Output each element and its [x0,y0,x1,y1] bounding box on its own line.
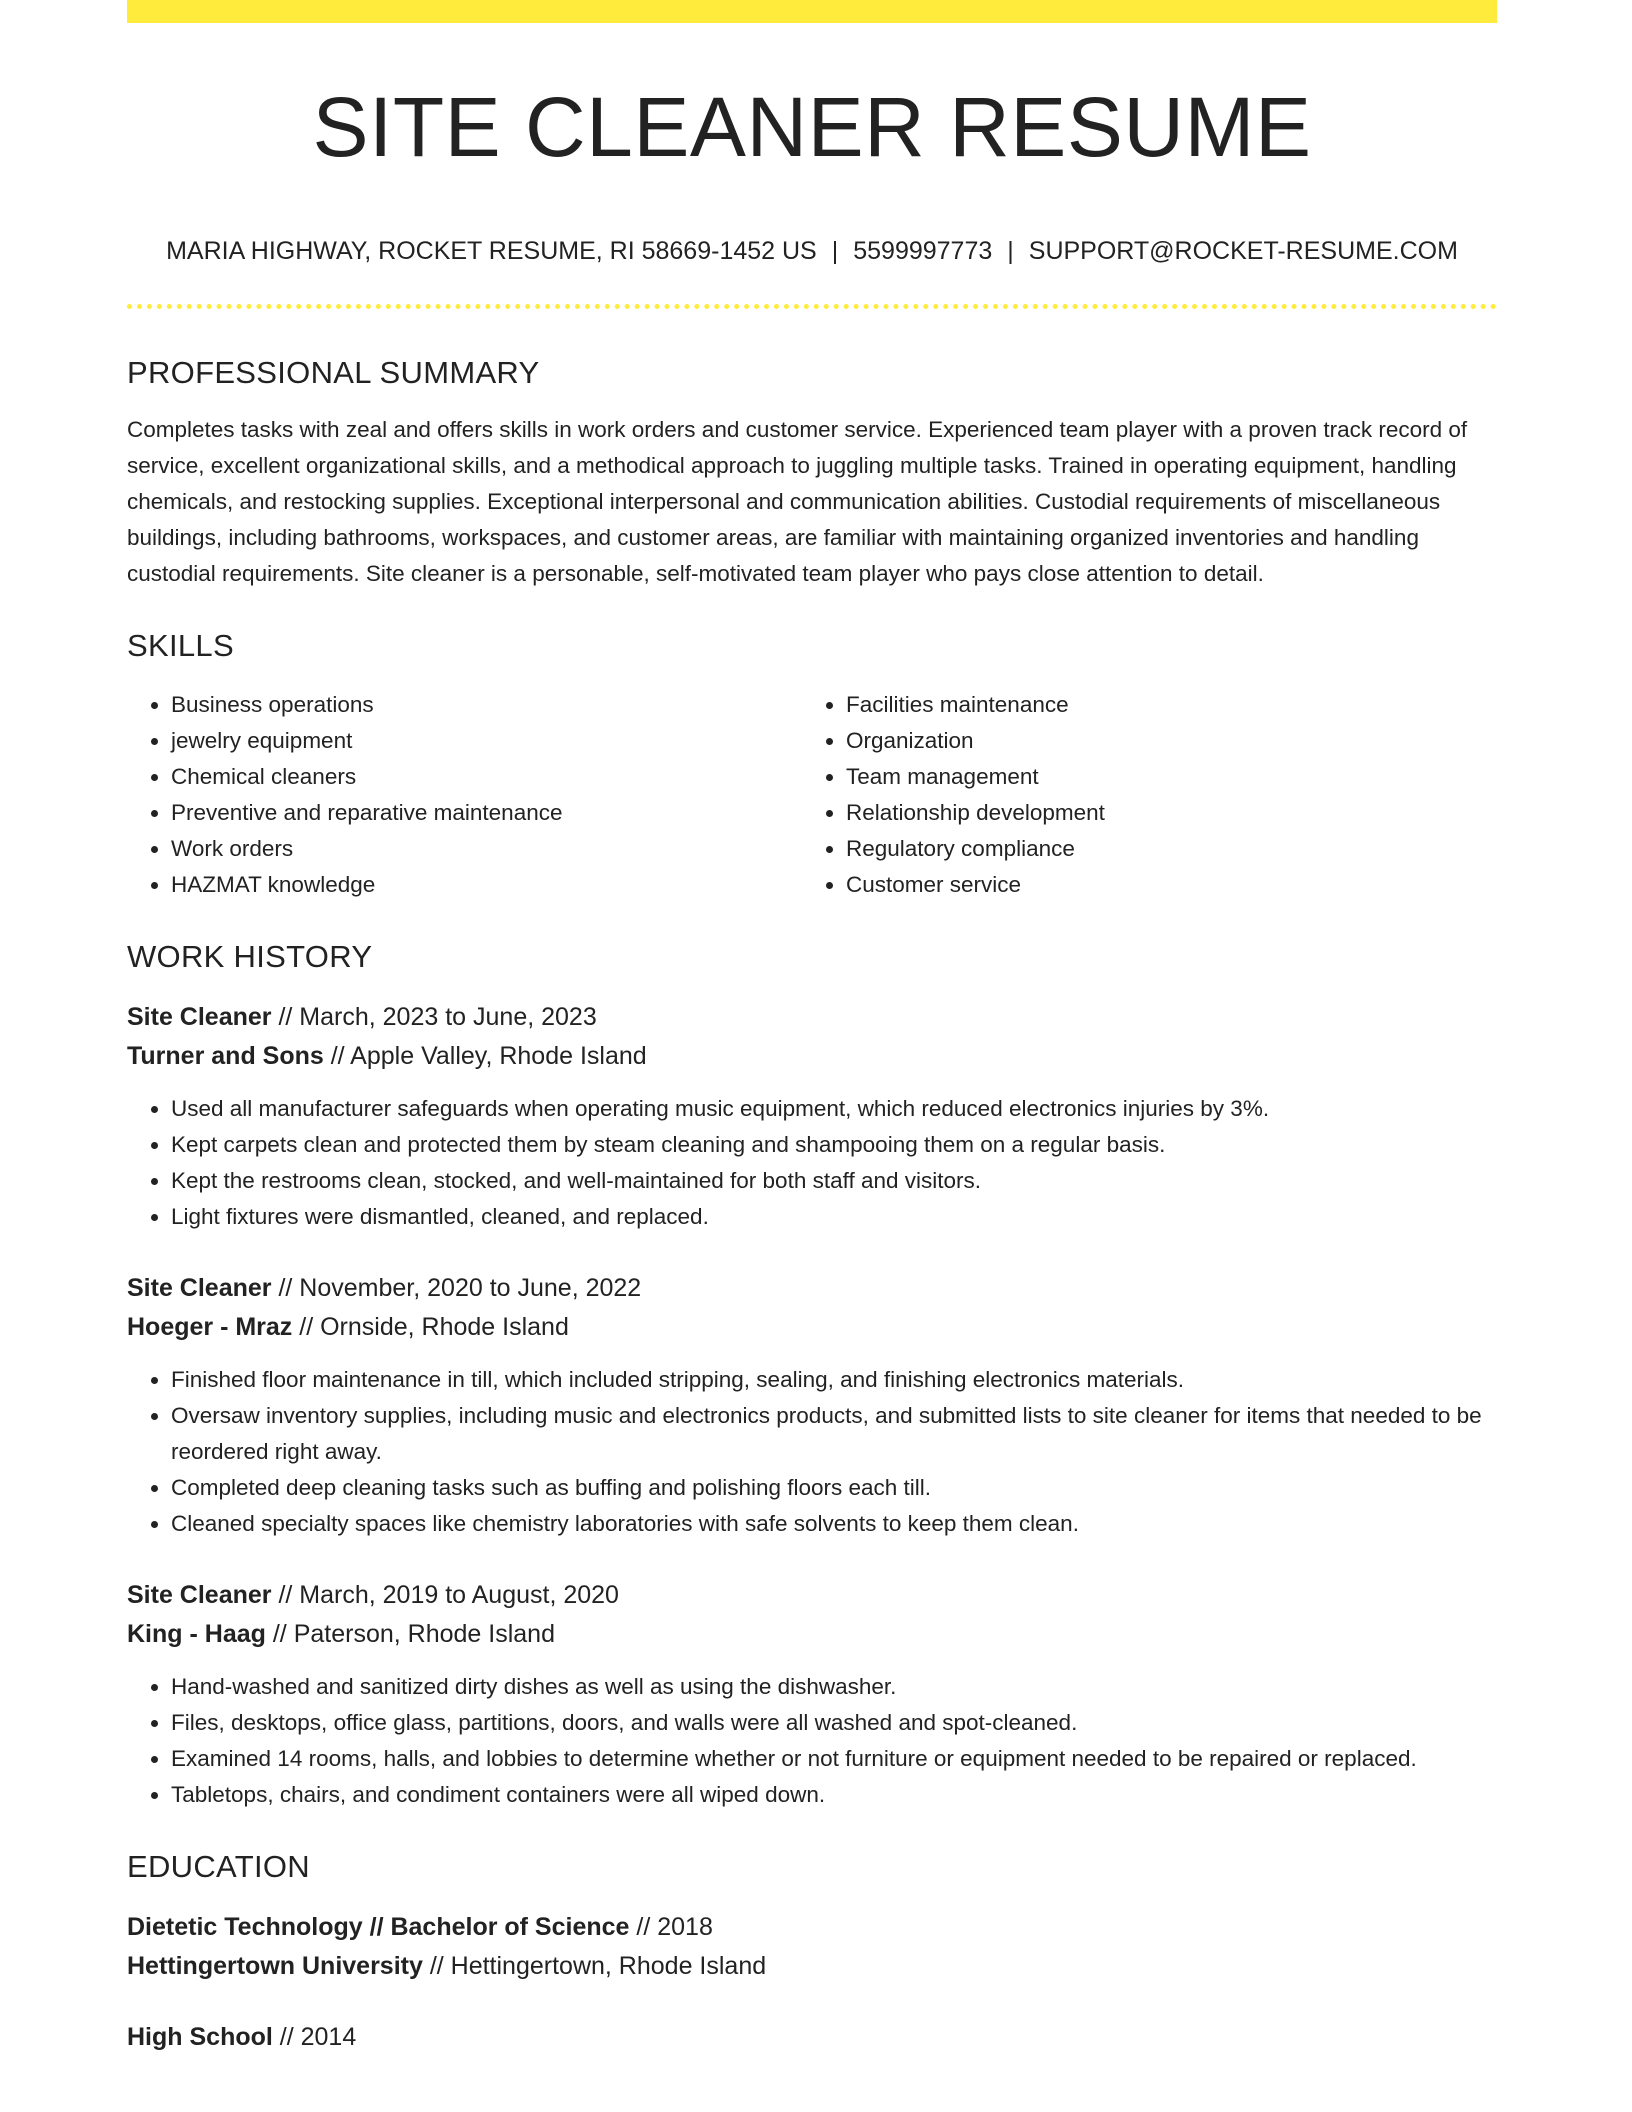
job-bullet: • Tabletops, chairs, and condiment containers were all wiped down. [171,1777,1497,1813]
job-bullets [127,1669,1497,1813]
job-dates: // November, 2020 to June, 2022 [271,1274,642,1302]
dotted-divider [127,304,1497,309]
skill-item: • Work orders [171,831,802,867]
job-header [127,1269,1497,1347]
job-bullet: • Finished floor maintenance in till, which included stripping, sealing, and finishing electronics materials. [171,1362,1497,1398]
education-heading: EDUCATION [127,1849,310,1884]
job-company: Turner and Sons [127,1042,324,1070]
skill-item: • Organization [846,723,1477,759]
skill-item: • jewelry equipment [171,723,802,759]
education-school: Hettingertown University [127,1952,423,1980]
job-title: Site Cleaner [127,1581,272,1609]
education-entry [127,2018,1497,2057]
job-header [127,1576,1497,1654]
job-bullet: • Kept the restrooms clean, stocked, and well-maintained for both staff and visitors. [171,1163,1497,1199]
job-bullet: • Kept carpets clean and protected them by steam cleaning and shampooing them on a regular basis. [171,1127,1497,1163]
education-location: // Hettingertown, Rhode Island [422,1952,767,1980]
job-bullet: • Used all manufacturer safeguards when operating music equipment, which reduced electronics injuries by 3%. [171,1091,1497,1127]
education-year: // 2018 [629,1913,713,1941]
job-bullets [127,1091,1497,1235]
job-company: King - Haag [127,1620,266,1648]
skill-item: • Team management [846,759,1477,795]
contact-phone: 5599997773 [853,237,993,265]
skill-item: • Chemical cleaners [171,759,802,795]
job-location: // Ornside, Rhode Island [292,1313,569,1341]
skill-item: • Customer service [846,867,1477,903]
skills-list [127,687,1497,903]
job-entry [127,1576,1497,1813]
job-company: Hoeger - Mraz [127,1313,293,1341]
job-bullet: • Hand-washed and sanitized dirty dishes as well as using the dishwasher. [171,1669,1497,1705]
job-location: // Apple Valley, Rhode Island [323,1042,647,1070]
job-header [127,998,1497,1076]
job-bullet: • Examined 14 rooms, halls, and lobbies to determine whether or not furniture or equipment needed to be repaired or replaced. [171,1741,1497,1777]
job-title: Site Cleaner [127,1274,272,1302]
job-dates: // March, 2019 to August, 2020 [271,1581,619,1609]
job-entry [127,998,1497,1235]
job-bullet: • Light fixtures were dismantled, cleaned, and replaced. [171,1199,1497,1235]
skill-item: • Preventive and reparative maintenance [171,795,802,831]
job-bullet: • Completed deep cleaning tasks such as buffing and polishing floors each till. [171,1470,1497,1506]
skills-column-right [802,687,1477,903]
resume-title: SITE CLEANER RESUME [312,80,1312,174]
skill-item: • HAZMAT knowledge [171,867,802,903]
contact-address: MARIA HIGHWAY, ROCKET RESUME, RI 58669-1452 US [166,237,817,265]
work-history-heading: WORK HISTORY [127,939,373,974]
skill-item: • Business operations [171,687,802,723]
contact-line [127,239,1497,264]
skills-heading: SKILLS [127,628,234,663]
job-bullet: • Files, desktops, office glass, partitions, doors, and walls were all washed and spot-cleaned. [171,1705,1497,1741]
job-title: Site Cleaner [127,1003,272,1031]
summary-text: Completes tasks with zeal and offers skills in work orders and customer service. Experienced team player with a proven track record of service, excellent organizational skills, and a methodical approach to juggling multiple tasks. Trained in operating equipment, handling chemicals, and restocking supplies. Exceptional interpersonal and communication abilities. Custodial requirements of miscellaneous buildings, including bathrooms, workspaces, and customer areas, are familiar with maintaining organized inventories and handling custodial requirements. Site cleaner is a personable, self-motivated team player who pays close attention to detail. [127,417,1468,586]
skill-item: • Facilities maintenance [846,687,1477,723]
contact-email: SUPPORT@ROCKET-RESUME.COM [1028,237,1458,265]
skill-item: • Relationship development [846,795,1477,831]
resume-content [127,23,1497,2057]
education-year: // 2014 [272,2023,357,2051]
skills-column-left [127,687,802,903]
contact-separator: | [831,237,839,265]
skill-item: • Regulatory compliance [846,831,1477,867]
job-bullets [127,1362,1497,1542]
job-bullet: • Oversaw inventory supplies, including music and electronics products, and submitted lists to site cleaner for items that needed to be reordered right away. [171,1398,1497,1470]
accent-top-bar [127,0,1497,23]
summary-heading: PROFESSIONAL SUMMARY [127,355,540,390]
job-bullet: • Cleaned specialty spaces like chemistry laboratories with safe solvents to keep them clean. [171,1506,1497,1542]
contact-separator: | [1007,237,1014,265]
job-dates: // March, 2023 to June, 2023 [271,1003,597,1031]
job-location: // Paterson, Rhode Island [265,1620,555,1648]
job-entry [127,1269,1497,1542]
education-degree: Dietetic Technology // Bachelor of Science [127,1913,630,1941]
education-entry [127,1908,1497,1986]
education-degree: High School [127,2023,273,2051]
